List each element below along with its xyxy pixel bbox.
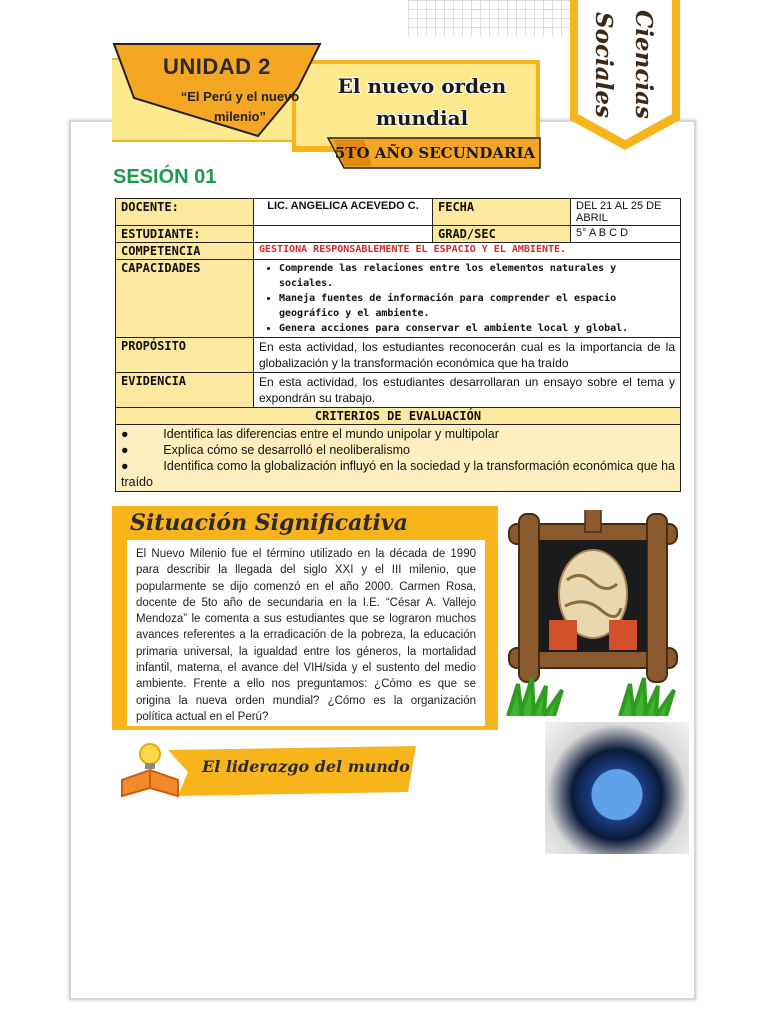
- situation-text: El Nuevo Milenio fue el término utilizado en la década de 1990 para describir la llegada del siglo XXI y el III milenio, que popularmente se dijo comenzó en el año 2000. Carmen Rosa, docente de 5to año de secundaria en la I.E. “César A. Vallejo Mendoza” le comenta a sus estudiantes que se lograron muchos avances referentes a la erradicación de la pobreza, la educación primaria universal, la igualdad entre los géneros, la mortalidad infantil, materna, el avance del VIH/sida y el sustento del medio ambiente. Frente a ello nos preguntamos: ¿Cómo es que se origina la nueva orden mundial? ¿Cómo es la organización política actual en el Perú?: [127, 540, 485, 726]
- estudiante-value[interactable]: [254, 226, 433, 243]
- docente-value: LIC. ANGELICA ACEVEDO C.: [254, 199, 433, 226]
- criterios-header: CRITERIOS DE EVALUACIÓN: [116, 408, 681, 425]
- competencia-value: GESTIONA RESPONSABLEMENTE EL ESPACIO Y EL AMBIENTE.: [254, 243, 681, 260]
- subject-ribbon: [566, 0, 684, 152]
- capacidad-item: • Comprende las relaciones entre los elementos naturales y sociales.: [279, 261, 675, 291]
- criterio-item: ● Explica cómo se desarrolló el neoliberalismo: [121, 443, 410, 457]
- grass-right: [618, 676, 678, 716]
- main-title: El nuevo orden mundial: [337, 74, 507, 130]
- wooden-frame-image: [505, 510, 681, 686]
- grass-left: [506, 676, 566, 716]
- docente-label: DOCENTE:: [116, 199, 254, 226]
- proposito-label: PROPÓSITO: [116, 338, 254, 373]
- criterio-item: ● Identifica las diferencias entre el mundo unipolar y multipolar: [121, 427, 499, 441]
- unit-subtitle: “El Perú y el nuevo milenio”: [180, 89, 300, 124]
- criterios-list: [116, 425, 681, 492]
- capacidades-list: [254, 260, 681, 338]
- evidencia-value: En esta actividad, los estudiantes desarrollaran un ensayo sobre el tema y expondrán su trabajo.: [254, 373, 681, 408]
- capacidad-item: • Maneja fuentes de información para comprender el espacio geográfico y el ambiente.: [279, 291, 675, 321]
- grad-label: GRAD/SEC: [433, 226, 571, 243]
- estudiante-label: ESTUDIANTE:: [116, 226, 254, 243]
- grade-label: 5TO AÑO SECUNDARIA: [334, 144, 536, 162]
- capacidades-label: CAPACIDADES: [116, 260, 254, 338]
- capacidad-item: • Genera acciones para conservar el ambiente local y global.: [279, 321, 675, 336]
- ribbon-line1: Ciencias: [630, 10, 657, 119]
- session-info-table: [115, 198, 681, 492]
- grad-value: 5° A B C D: [571, 226, 681, 243]
- criterio-item: ● Identifica como la globalización influyó en la sociedad y la transformación económica que ha traído: [121, 459, 675, 489]
- evidencia-label: EVIDENCIA: [116, 373, 254, 408]
- globe-hands-image: [545, 722, 689, 854]
- leadership-title: El liderazgo del mundo: [202, 757, 410, 776]
- competencia-label: COMPETENCIA: [116, 243, 254, 260]
- fecha-value: DEL 21 AL 25 DE ABRIL: [571, 199, 681, 226]
- grid-decoration: [408, 0, 578, 36]
- ribbon-line2: Sociales: [590, 12, 617, 118]
- unit-title: UNIDAD 2: [163, 54, 271, 79]
- fecha-label: FECHA: [433, 199, 571, 226]
- session-title: SESIÓN 01: [113, 166, 217, 188]
- situation-title: Situación Significativa: [130, 510, 408, 536]
- proposito-value: En esta actividad, los estudiantes reconocerán cual es la importancia de la globalización y la transformación económica que ha traído: [254, 338, 681, 373]
